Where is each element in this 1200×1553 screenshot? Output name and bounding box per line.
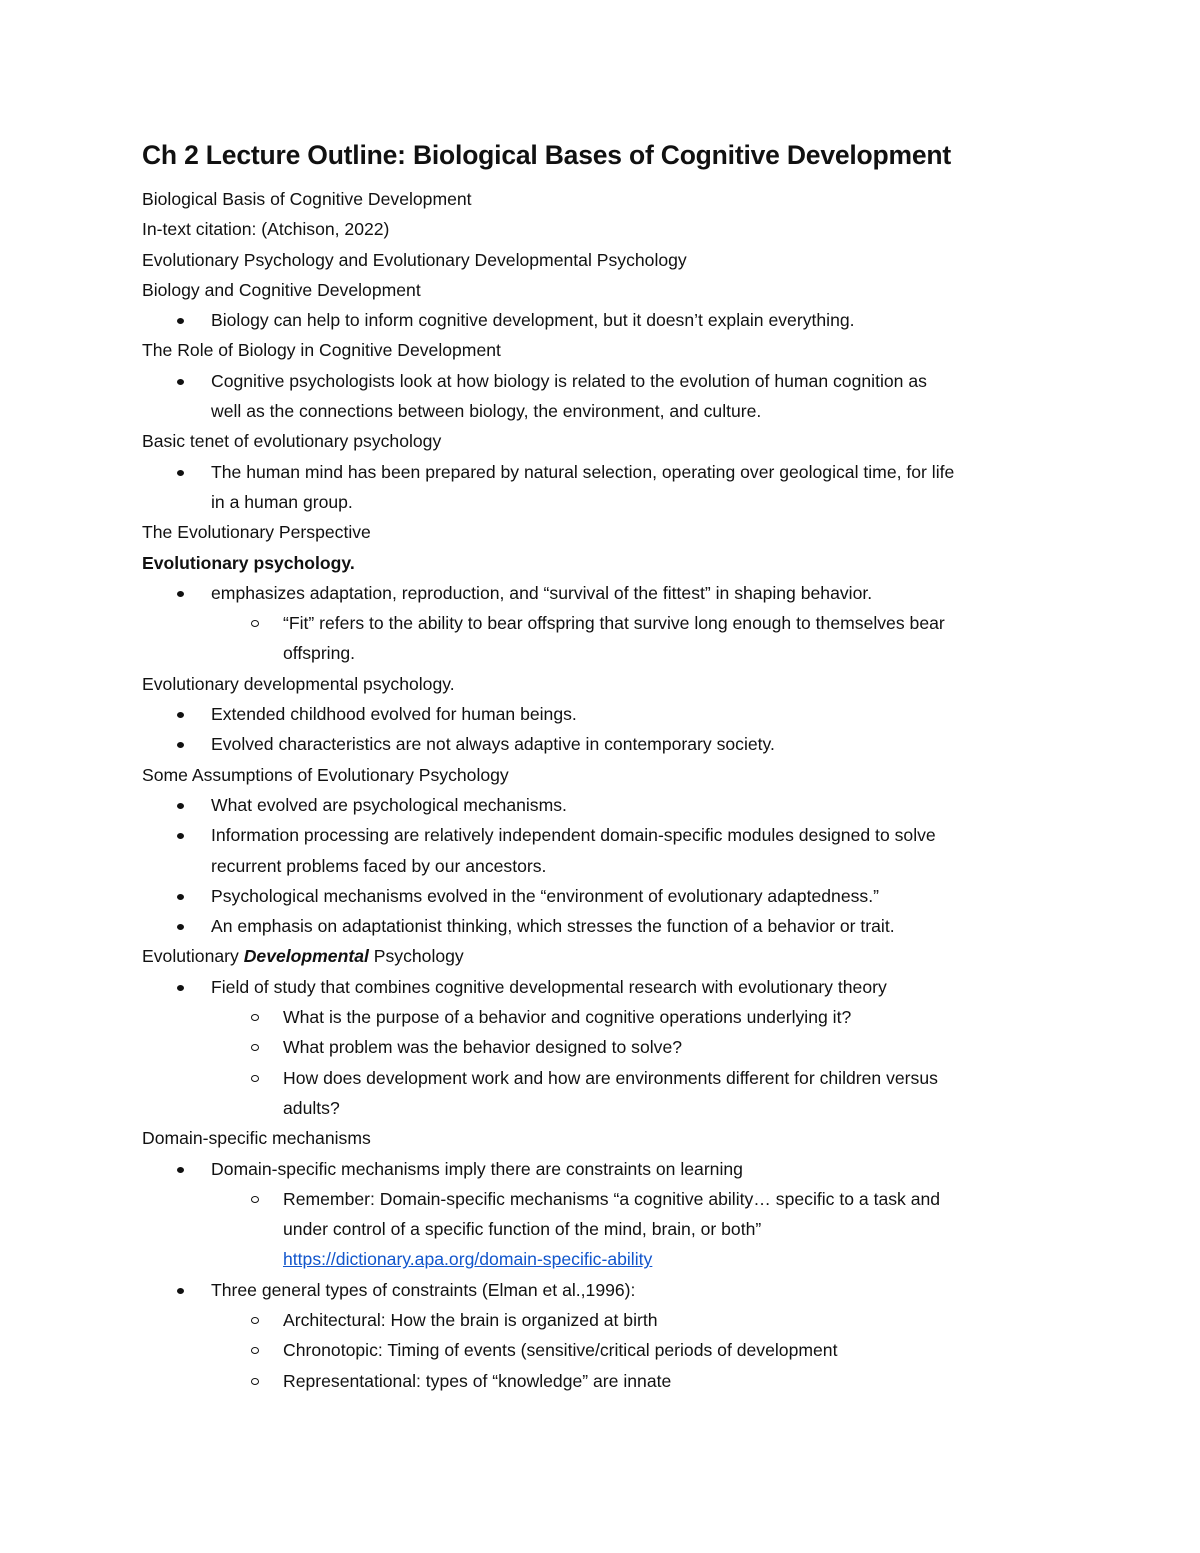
bullet-item: What evolved are psychological mechanisms.: [142, 790, 1062, 820]
emphasis-text: Developmental: [243, 946, 369, 967]
page-title: Ch 2 Lecture Outline: Biological Bases of Cognitive Development: [142, 140, 952, 170]
sub-bullet-item: Chronotopic: Timing of events (sensitive/critical periods of development: [142, 1335, 1062, 1365]
heading-line: Biology and Cognitive Development: [142, 279, 421, 300]
bullet-item: Domain-specific mechanisms imply there are constraints on learning: [142, 1154, 1062, 1184]
heading-line: Evolutionary developmental psychology.: [142, 673, 455, 694]
heading-line: Domain-specific mechanisms: [142, 1128, 371, 1149]
heading-line: Evolutionary Psychology and Evolutionary Developmental Psychology: [142, 249, 687, 270]
link-line: [142, 1244, 1062, 1274]
bullet-item: The human mind has been prepared by natural selection, operating over geological time, for life: [142, 457, 1062, 487]
sub-bullet-item: Remember: Domain-specific mechanisms “a cognitive ability… specific to a task and: [142, 1184, 1062, 1214]
heading-line: Biological Basis of Cognitive Development: [142, 189, 472, 209]
bullet-item: Three general types of constraints (Elman et al.,1996):: [142, 1275, 1062, 1305]
heading-line: Basic tenet of evolutionary psychology: [142, 431, 442, 452]
bold-heading-line: Evolutionary psychology.: [142, 552, 355, 573]
citation-line: In-text citation: (Atchison, 2022): [142, 219, 390, 240]
heading-line: Some Assumptions of Evolutionary Psychology: [142, 764, 509, 785]
bullet-item: Extended childhood evolved for human beings.: [142, 699, 1062, 729]
bullet-continuation: well as the connections between biology, the environment, and culture.: [211, 401, 762, 422]
sub-bullet-item: Architectural: How the brain is organized at birth: [142, 1305, 1062, 1335]
bullet-item: Biology can help to inform cognitive development, but it doesn’t explain everything.: [142, 305, 1062, 335]
sub-bullet-item: Representational: types of “knowledge” are innate: [142, 1366, 1062, 1396]
bullet-item: Psychological mechanisms evolved in the “environment of evolutionary adaptedness.”: [142, 881, 1062, 911]
bullet-item: Cognitive psychologists look at how biology is related to the evolution of human cognition as: [142, 366, 1062, 396]
sub-bullet-item: “Fit” refers to the ability to bear offspring that survive long enough to themselves bear: [142, 608, 1062, 638]
bullet-continuation: in a human group.: [211, 491, 353, 512]
sub-bullet-continuation: under control of a specific function of the mind, brain, or both”: [283, 1219, 762, 1240]
sub-bullet-continuation: adults?: [283, 1097, 340, 1118]
sub-bullet-continuation: offspring.: [283, 643, 356, 664]
heading-text: Evolutionary: [142, 946, 244, 967]
sub-bullet-item: How does development work and how are environments different for children versus: [142, 1063, 1062, 1093]
bullet-item: An emphasis on adaptationist thinking, which stresses the function of a behavior or trait.: [142, 911, 1062, 941]
sub-bullet-item: What is the purpose of a behavior and cognitive operations underlying it?: [142, 1002, 1062, 1032]
heading-text: Psychology: [368, 946, 464, 967]
bullet-continuation: recurrent problems faced by our ancestors.: [211, 855, 547, 876]
bullet-item: emphasizes adaptation, reproduction, and “survival of the fittest” in shaping behavior.: [142, 578, 1062, 608]
bullet-item: Field of study that combines cognitive developmental research with evolutionary theory: [142, 972, 1062, 1002]
heading-line: [142, 941, 1062, 971]
sub-bullet-item: What problem was the behavior designed to solve?: [142, 1032, 1062, 1062]
apa-dictionary-link[interactable]: https://dictionary.apa.org/domain-specific-ability: [283, 1249, 653, 1270]
outline-body: [142, 184, 1062, 1396]
bullet-item: Evolved characteristics are not always adaptive in contemporary society.: [142, 729, 1062, 759]
heading-line: The Evolutionary Perspective: [142, 522, 371, 543]
heading-line: The Role of Biology in Cognitive Development: [142, 340, 501, 361]
bullet-item: Information processing are relatively independent domain-specific modules designed to solve: [142, 820, 1062, 850]
